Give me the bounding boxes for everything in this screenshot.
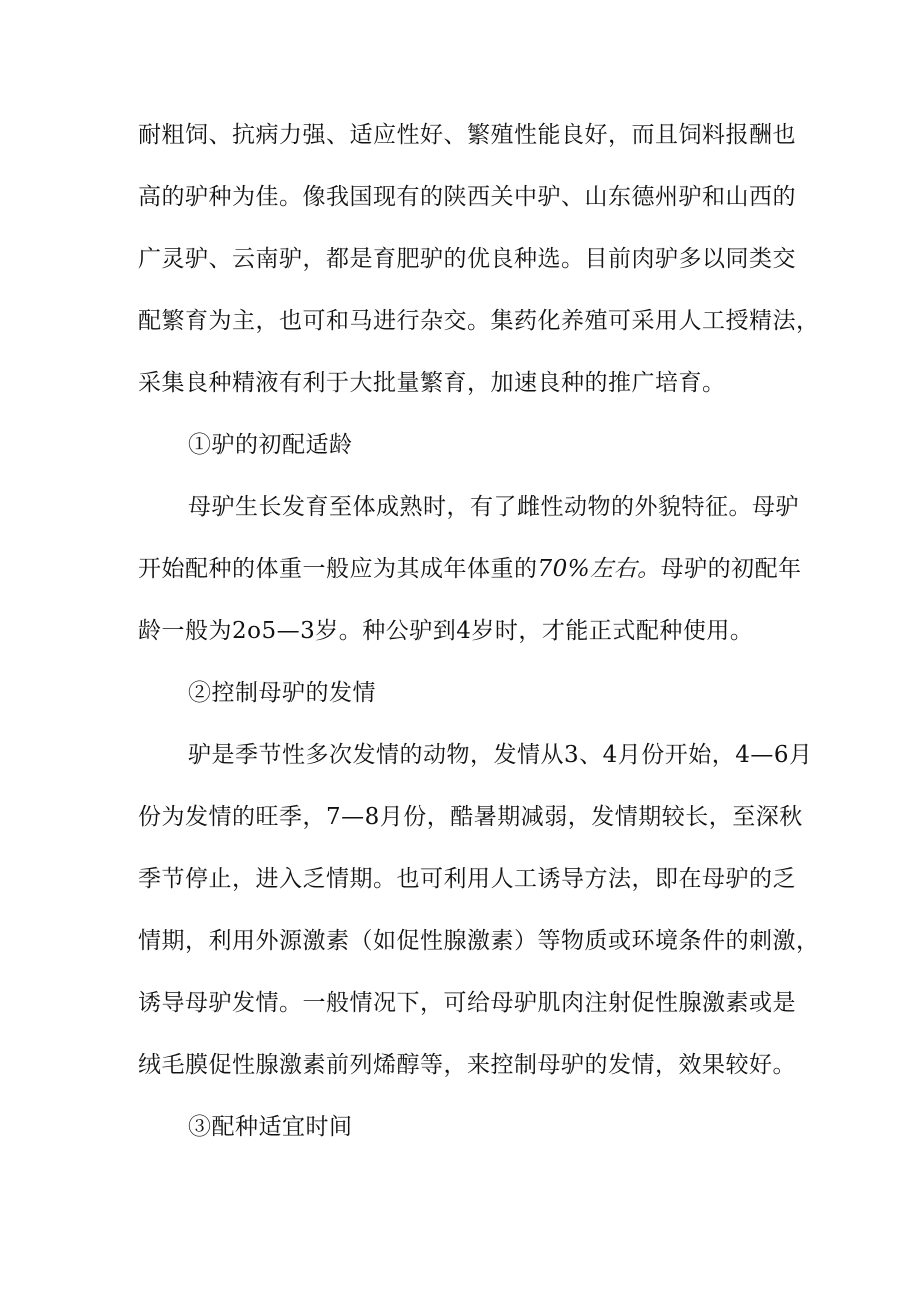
paragraph-3-line-5: 诱导母驴发情。一般情况下，可给母驴肌肉注射促性腺激素或是 bbox=[138, 990, 796, 1016]
paragraph-1-line-1: 耐粗饲、抗病力强、适应性好、繁殖性能良好，而且饲料报酬也 bbox=[138, 122, 796, 148]
paragraph-3-line-2: 份为发情的旺季，7—8月份，酷暑期减弱，发情期较长，至深秋 bbox=[138, 804, 803, 830]
paragraph-1-line-5: 采集良种精液有利于大批量繁育，加速良种的推广培育。 bbox=[138, 370, 726, 396]
paragraph-3-line-1: 驴是季节性多次发情的动物，发情从3、4月份开始，4—6月 bbox=[188, 742, 813, 768]
paragraph-3-line-3: 季节停止，进入乏情期。也可利用人工诱导方法，即在母驴的乏 bbox=[138, 866, 796, 892]
paragraph-3-line-4: 情期，利用外源激素（如促性腺激素）等物质或环境条件的刺激， bbox=[138, 928, 820, 954]
paragraph-2-line-2-start: 开始配种的体重一般应为其成年体重的 bbox=[138, 556, 538, 582]
paragraph-1-line-4: 配繁育为主，也可和马进行杂交。集药化养殖可采用人工授精法， bbox=[138, 308, 820, 334]
section-heading-initial-breeding-age: ①驴的初配适龄 bbox=[188, 432, 353, 458]
paragraph-1-line-2: 高的驴种为佳。像我国现有的陕西关中驴、山东德州驴和山西的 bbox=[138, 184, 796, 210]
paragraph-2-line-2-italic: 70%左右。 bbox=[537, 556, 661, 582]
paragraph-1-line-3: 广灵驴、云南驴，都是育肥驴的优良种选。目前肉驴多以同类交 bbox=[138, 246, 796, 272]
section-heading-control-estrus: ②控制母驴的发情 bbox=[188, 680, 376, 706]
paragraph-2-line-1: 母驴生长发育至体成熟时，有了雌性动物的外貌特征。母驴 bbox=[188, 494, 799, 520]
paragraph-3-line-6: 绒毛膜促性腺激素前列烯醇等，来控制母驴的发情，效果较好。 bbox=[138, 1052, 796, 1078]
section-heading-breeding-time: ③配种适宜时间 bbox=[188, 1114, 353, 1140]
paragraph-2-line-2-end: 母驴的初配年 bbox=[660, 556, 802, 582]
paragraph-2-line-3: 龄一般为2o5—3岁。种公驴到4岁时，才能正式配种使用。 bbox=[138, 618, 754, 644]
paragraph-2-line-2 bbox=[138, 556, 802, 582]
